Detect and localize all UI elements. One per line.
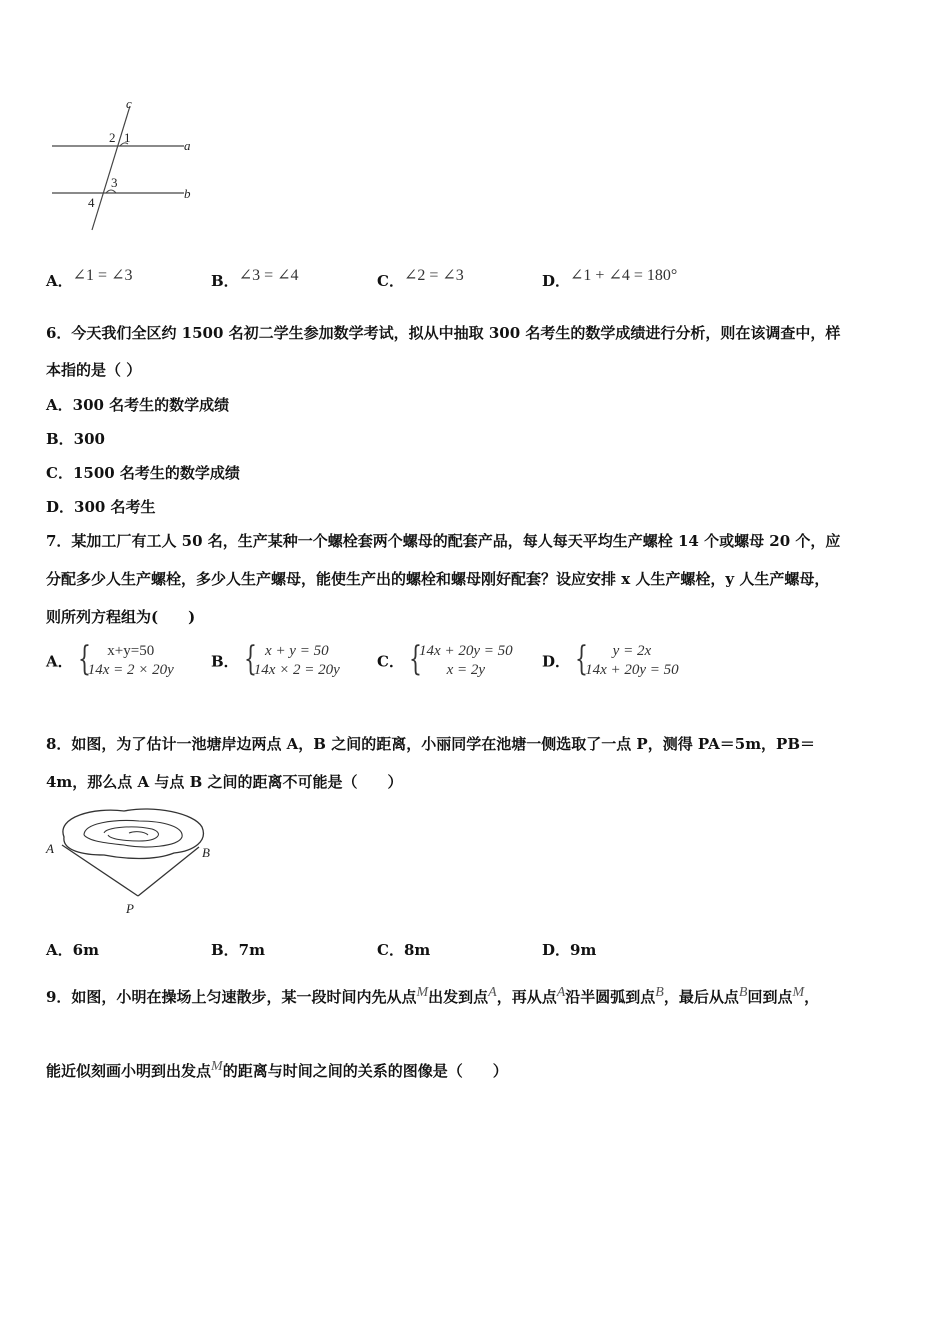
equation: 14x × 2 = 20y: [253, 662, 340, 678]
point-a: A: [488, 985, 497, 1000]
q6-option-c[interactable]: C．1500 名考生的数学成绩: [46, 464, 240, 482]
q6-option-b[interactable]: B．300: [46, 430, 105, 448]
label-angle-4: 4: [88, 195, 95, 210]
equation: 14x = 2 × 20y: [87, 662, 174, 678]
equation: x + y = 50: [265, 643, 329, 659]
label-p: P: [126, 901, 134, 916]
equation-system: [243, 639, 340, 680]
q9-stem-line2: [46, 1060, 508, 1084]
q7-stem-line2: 分配多少人生产螺栓，多少人生产螺母，能使生产出的螺栓和螺母刚好配套？设应安排 x 人生产螺栓，y 人生产螺母，: [46, 570, 830, 588]
brace-icon: {: [77, 639, 91, 679]
label-c: c: [126, 96, 132, 111]
point-b: B: [655, 985, 664, 1000]
q5-option-a[interactable]: [46, 267, 133, 291]
label-angle-2: 2: [109, 130, 116, 145]
point-b: B: [738, 985, 748, 1000]
option-label: D．: [542, 272, 571, 290]
equation-system: [77, 639, 174, 680]
label-a: a: [184, 138, 191, 153]
q5-option-c[interactable]: [377, 267, 464, 291]
line-c: [92, 106, 130, 230]
pond-swirl: [104, 827, 158, 841]
parallel-lines-figure: [44, 96, 214, 236]
brace-icon: {: [575, 639, 589, 679]
q7-option-b[interactable]: [211, 639, 340, 680]
text: 能近似刻画小明到出发点: [46, 1062, 212, 1080]
text: 出发到点: [428, 988, 489, 1006]
q8-option-c[interactable]: C．8m: [377, 941, 431, 959]
text: ，最后从点: [663, 988, 739, 1006]
text: 沿半圆弧到点: [565, 988, 656, 1006]
equation: y = 2x: [612, 643, 652, 659]
q8-stem-line2: 4m，那么点 A 与点 B 之间的距离不可能是（ ）: [46, 773, 403, 791]
segment-pa: [62, 845, 138, 896]
option-label: C．: [377, 272, 404, 290]
equation: 14x + 20y = 50: [419, 643, 513, 659]
pond-figure: [44, 805, 224, 920]
option-expr: ∠1 + ∠4 = 180°: [570, 267, 678, 284]
option-label: B．: [211, 272, 239, 290]
q9-stem-line1: [46, 986, 819, 1010]
point-a: A: [556, 985, 566, 1000]
point-m: M: [792, 985, 805, 1000]
q8-stem-line1: 8．如图，为了估计一池塘岸边两点 A，B 之间的距离，小丽同学在池塘一侧选取了一点 P，测得 PA＝5m，PB＝: [46, 735, 816, 753]
q6-stem-line1: 6．今天我们全区约 1500 名初二学生参加数学考试，拟从中抽取 300 名考生的数学成绩进行分析，则在该调查中，样: [46, 324, 841, 342]
pond-swirl: [84, 821, 182, 847]
text: 回到点: [747, 988, 793, 1006]
q5-option-b[interactable]: [211, 267, 299, 291]
option-label: C．: [377, 652, 404, 671]
option-expr: ∠1 = ∠3: [72, 267, 133, 284]
q8-option-a[interactable]: A．6m: [46, 941, 99, 959]
q8-option-b[interactable]: B．7m: [211, 941, 265, 959]
label-angle-1: 1: [124, 130, 131, 145]
q5-option-d[interactable]: [542, 267, 678, 291]
point-m: M: [416, 985, 429, 1000]
q7-stem-line3: 则所列方程组为( ): [46, 608, 196, 626]
point-m: M: [211, 1059, 223, 1074]
q8-option-d[interactable]: D．9m: [542, 941, 597, 959]
option-label: D．: [542, 652, 571, 671]
option-label: A．: [46, 272, 73, 290]
q7-option-a[interactable]: [46, 639, 174, 680]
pond-swirl: [129, 832, 148, 835]
q7-option-d[interactable]: [542, 639, 679, 680]
q6-option-a[interactable]: A．300 名考生的数学成绩: [46, 396, 230, 414]
text: 的距离与时间之间的关系的图像是（ ）: [222, 1062, 508, 1080]
text: 9．如图，小明在操场上匀速散步，某一段时间内先从点: [46, 988, 417, 1006]
brace-icon: {: [243, 639, 257, 679]
brace-icon: {: [409, 639, 423, 679]
equation-system: [409, 639, 513, 680]
option-expr: ∠3 = ∠4: [238, 267, 299, 284]
text: ，再从点: [496, 988, 557, 1006]
equation: x = 2y: [446, 662, 486, 678]
label-angle-3: 3: [111, 175, 118, 190]
text: ，: [804, 988, 820, 1006]
equation-system: [575, 639, 679, 680]
label-b: B: [202, 845, 210, 860]
option-label: A．: [46, 652, 73, 671]
label-b: b: [184, 186, 191, 201]
q6-option-d[interactable]: D．300 名考生: [46, 498, 156, 516]
q7-stem-line1: 7．某加工厂有工人 50 名，生产某种一个螺栓套两个螺母的配套产品，每人每天平均生产螺栓 14 个或螺母 20 个，应: [46, 532, 841, 550]
equation: 14x + 20y = 50: [585, 662, 679, 678]
equation: x+y=50: [107, 643, 155, 659]
q7-option-c[interactable]: [377, 639, 513, 680]
label-a: A: [46, 841, 54, 856]
option-expr: ∠2 = ∠3: [403, 267, 464, 284]
option-label: B．: [211, 652, 239, 671]
q6-stem-line2: 本指的是（ ）: [46, 361, 142, 379]
